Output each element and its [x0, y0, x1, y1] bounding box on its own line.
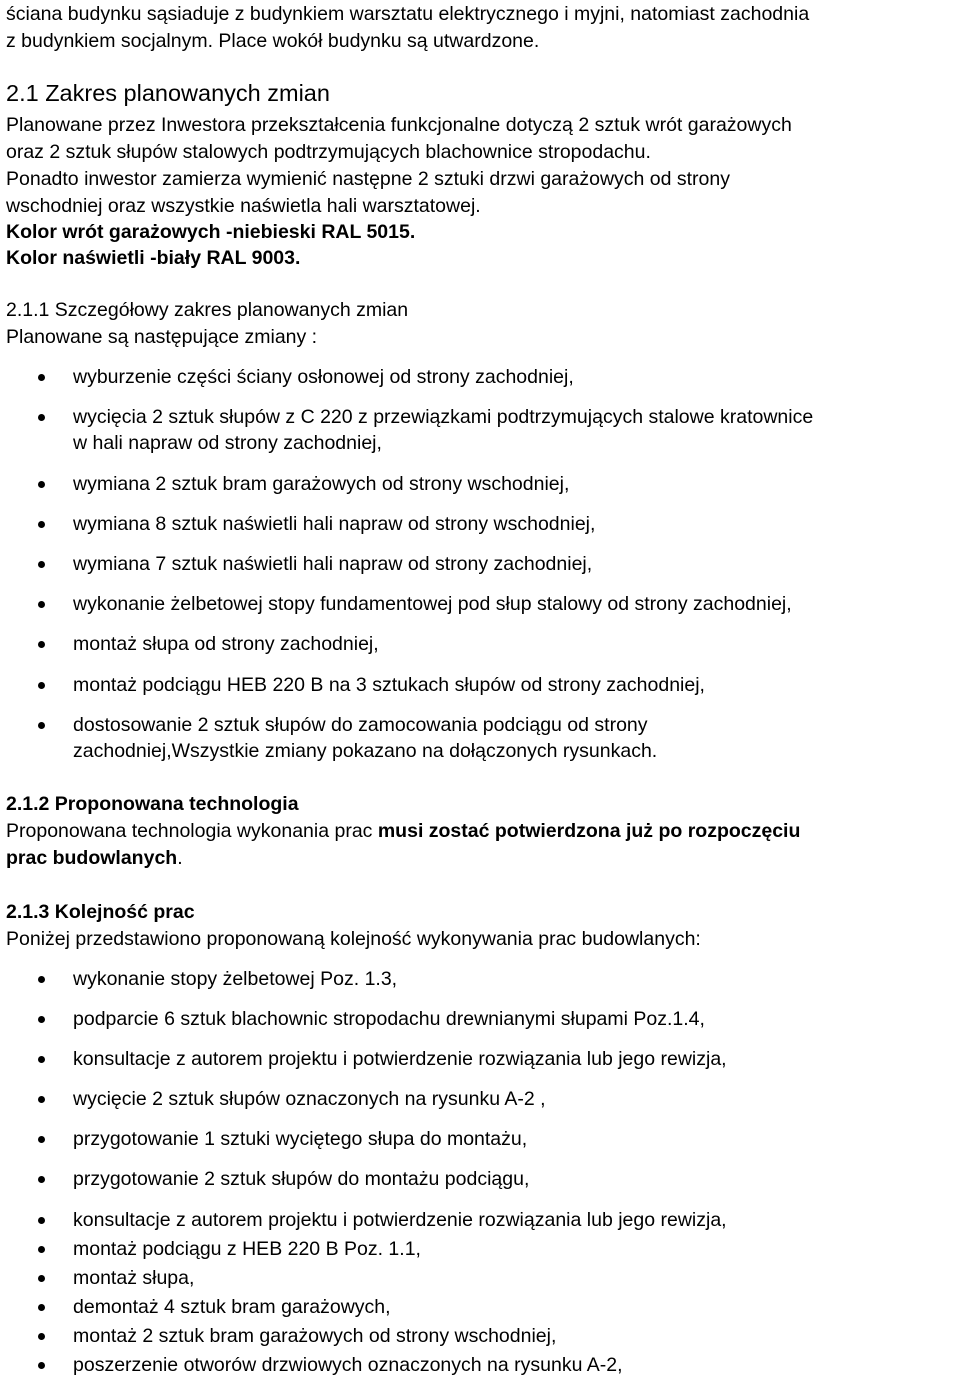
bullet-icon [38, 1136, 45, 1143]
bullet-icon [38, 601, 45, 608]
bullet-icon [38, 1016, 45, 1023]
bullet-icon [38, 414, 45, 421]
bullet-icon [38, 1275, 45, 1282]
section-2-1-3-heading: 2.1.3 Kolejność prac [6, 901, 195, 923]
section-2-1-1-intro: Planowane są następujące zmiany : [6, 326, 318, 348]
bullet-icon [38, 976, 45, 983]
bullet-icon [38, 1333, 45, 1340]
bullet-icon [38, 1217, 45, 1224]
list-item-text: przygotowanie 1 sztuki wyciętego słupa do montażu, [73, 1128, 528, 1150]
list-item-text: wymiana 2 sztuk bram garażowych od strony wschodniej, [73, 473, 570, 495]
emphasis-text: prac budowlanych [6, 847, 178, 869]
bullet-icon [38, 1056, 45, 1063]
bullet-icon [38, 561, 45, 568]
list-item-text: konsultacje z autorem projektu i potwierdzenie rozwiązania lub jego rewizja, [73, 1048, 727, 1070]
bullet-icon [38, 1362, 45, 1369]
section-number: 2.1.2 [6, 793, 50, 815]
list-item-text: wymiana 7 sztuk naświetli hali napraw od strony zachodniej, [73, 553, 593, 575]
list-item-text: wykonanie żelbetowej stopy fundamentowej pod słup stalowy od strony zachodniej, [73, 593, 792, 615]
bullet-icon [38, 1176, 45, 1183]
section-2-1-2-heading [6, 791, 299, 817]
section-2-1-3-intro: Poniżej przedstawiono proponowaną kolejność wykonywania prac budowlanych: [6, 928, 701, 950]
list-item-text: montaż podciągu z HEB 220 B Poz. 1.1, [73, 1238, 421, 1260]
bullet-icon [38, 722, 45, 729]
list-item-text: przygotowanie 2 sztuk słupów do montażu podciągu, [73, 1168, 530, 1190]
section-title: Proponowana technologia [54, 793, 299, 815]
section-2-1-1-heading: 2.1.1 Szczegółowy zakres planowanych zmian [6, 299, 409, 321]
bullet-icon [38, 1096, 45, 1103]
list-item-text: montaż podciągu HEB 220 B na 3 sztukach słupów od strony zachodniej, [73, 674, 705, 696]
list-item-text: wyburzenie części ściany osłonowej od strony zachodniej, [73, 366, 574, 388]
list-item-text: poszerzenie otworów drzwiowych oznaczonych na rysunku A-2, [73, 1354, 623, 1376]
list-item-text: wymiana 8 sztuk naświetli hali napraw od strony wschodniej, [73, 513, 596, 535]
section-2-1-paragraph-line: Ponadto inwestor zamierza wymienić następne 2 sztuki drzwi garażowych od strony [6, 168, 730, 190]
list-item-text: dostosowanie 2 sztuk słupów do zamocowania podciągu od strony [73, 714, 648, 736]
paragraph-text: Proponowana technologia wykonania prac [6, 820, 378, 842]
section-2-1-paragraph-line: wschodniej oraz wszystkie naświetla hali warsztatowej. [6, 195, 481, 217]
bullet-icon [38, 481, 45, 488]
list-item-text: podparcie 6 sztuk blachownic stropodachu drewnianymi słupami Poz.1.4, [73, 1008, 705, 1030]
bullet-icon [38, 1304, 45, 1311]
skylight-color-note: Kolor naświetli -biały RAL 9003. [6, 247, 301, 269]
list-item-text: montaż 2 sztuk bram garażowych od strony wschodniej, [73, 1325, 557, 1347]
paragraph-end: . [177, 847, 183, 869]
section-2-1-2-paragraph [6, 818, 800, 844]
list-item-text: wycięcie 2 sztuk słupów oznaczonych na rysunku A-2 , [73, 1088, 546, 1110]
list-item-text: montaż słupa, [73, 1267, 195, 1289]
bullet-icon [38, 682, 45, 689]
section-2-1-paragraph-line: Planowane przez Inwestora przekształcenia funkcjonalne dotyczą 2 sztuk wrót garażowych [6, 114, 792, 136]
section-2-1-paragraph-line: oraz 2 sztuk słupów stalowych podtrzymujących blachownice stropodachu. [6, 141, 651, 163]
list-item-text: wycięcia 2 sztuk słupów z C 220 z przewiązkami podtrzymujących stalowe kratownice [73, 406, 814, 428]
intro-line-1: ściana budynku sąsiaduje z budynkiem warsztatu elektrycznego i myjni, natomiast zachodnia [6, 3, 810, 25]
list-item-text-continuation: w hali napraw od strony zachodniej, [73, 432, 382, 454]
gate-color-note: Kolor wrót garażowych -niebieski RAL 5015. [6, 221, 416, 243]
emphasis-text: musi zostać potwierdzona już po rozpoczęciu [377, 820, 801, 842]
list-item-text-continuation: zachodniej,Wszystkie zmiany pokazano na dołączonych rysunkach. [73, 740, 658, 762]
bullet-icon [38, 521, 45, 528]
bullet-icon [38, 374, 45, 381]
section-2-1-heading: 2.1 Zakres planowanych zmian [6, 80, 330, 106]
intro-line-2: z budynkiem socjalnym. Place wokół budynku są utwardzone. [6, 30, 540, 52]
list-item-text: montaż słupa od strony zachodniej, [73, 633, 379, 655]
list-item-text: wykonanie stopy żelbetowej Poz. 1.3, [73, 968, 398, 990]
bullet-icon [38, 641, 45, 648]
section-2-1-2-paragraph-continuation [6, 845, 183, 871]
list-item-text: konsultacje z autorem projektu i potwierdzenie rozwiązania lub jego rewizja, [73, 1209, 727, 1231]
bullet-icon [38, 1246, 45, 1253]
list-item-text: demontaż 4 sztuk bram garażowych, [73, 1296, 391, 1318]
